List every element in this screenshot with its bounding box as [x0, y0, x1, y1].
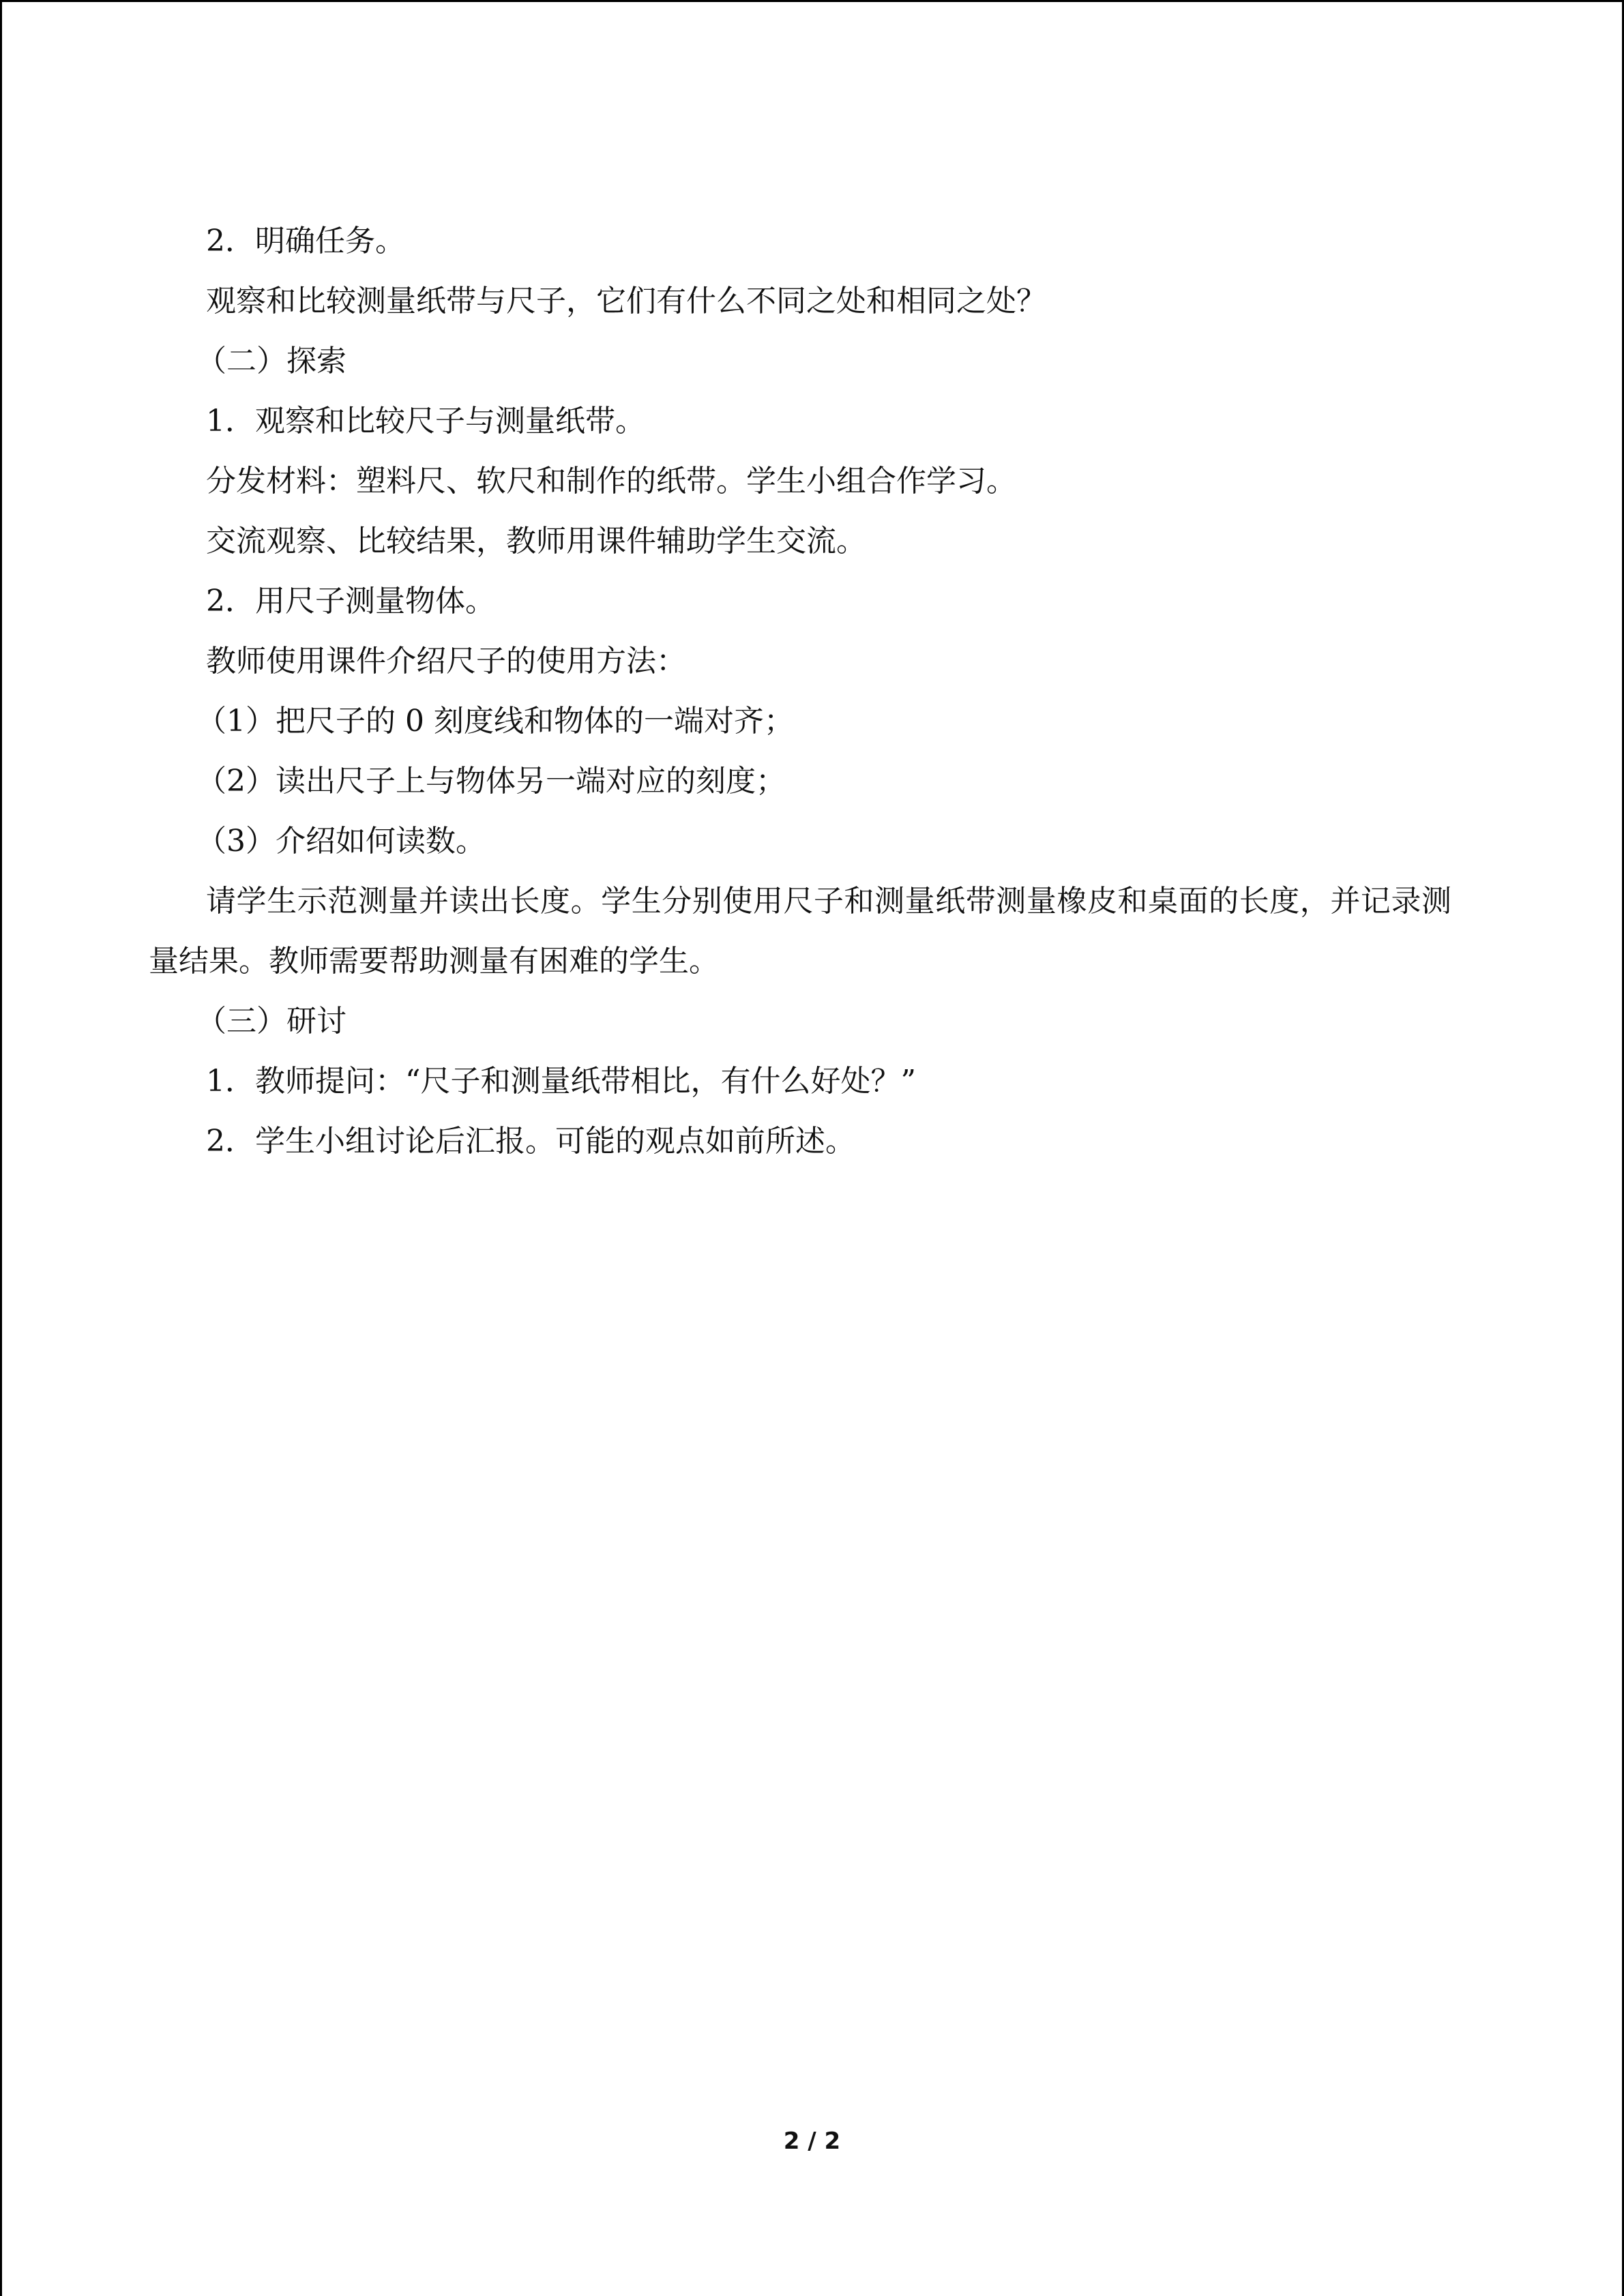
page-number: 2 / 2	[783, 2128, 841, 2155]
list-item-step-3: （3）介绍如何读数。	[196, 824, 486, 859]
section-heading-explore: （二）探索	[196, 344, 346, 378]
list-item-step-2: （2）读出尺子上与物体另一端对应的刻度；	[196, 764, 786, 799]
paragraph-group-report: 2．学生小组讨论后汇报。可能的观点如前所述。	[206, 1124, 855, 1159]
paragraph-materials: 分发材料：塑料尺、软尺和制作的纸带。学生小组合作学习。	[206, 464, 1016, 498]
paragraph-ruler-method-intro: 教师使用课件介绍尺子的使用方法：	[206, 644, 686, 679]
document-body	[149, 211, 1465, 1172]
paragraph-exchange: 交流观察、比较结果，教师用课件辅助学生交流。	[206, 524, 866, 558]
paragraph-teacher-question: 1．教师提问：“尺子和测量纸带相比，有什么好处？”	[206, 1064, 916, 1099]
paragraph-measure-heading: 2．用尺子测量物体。	[206, 584, 495, 618]
list-item-step-1: （1）把尺子的 0 刻度线和物体的一端对齐；	[196, 704, 794, 739]
section-heading-discussion: （三）研讨	[196, 1004, 346, 1039]
paragraph-demonstration: 请学生示范测量并读出长度。学生分别使用尺子和测量纸带测量橡皮和桌面的长度，并记录测量结果。教师需要帮助测量有困难的学生。	[149, 884, 1451, 979]
paragraph-task-question: 观察和比较测量纸带与尺子，它们有什么不同之处和相同之处？	[206, 284, 1046, 318]
paragraph-task-heading: 2．明确任务。	[206, 224, 405, 258]
paragraph-observe-compare: 1．观察和比较尺子与测量纸带。	[206, 404, 645, 438]
